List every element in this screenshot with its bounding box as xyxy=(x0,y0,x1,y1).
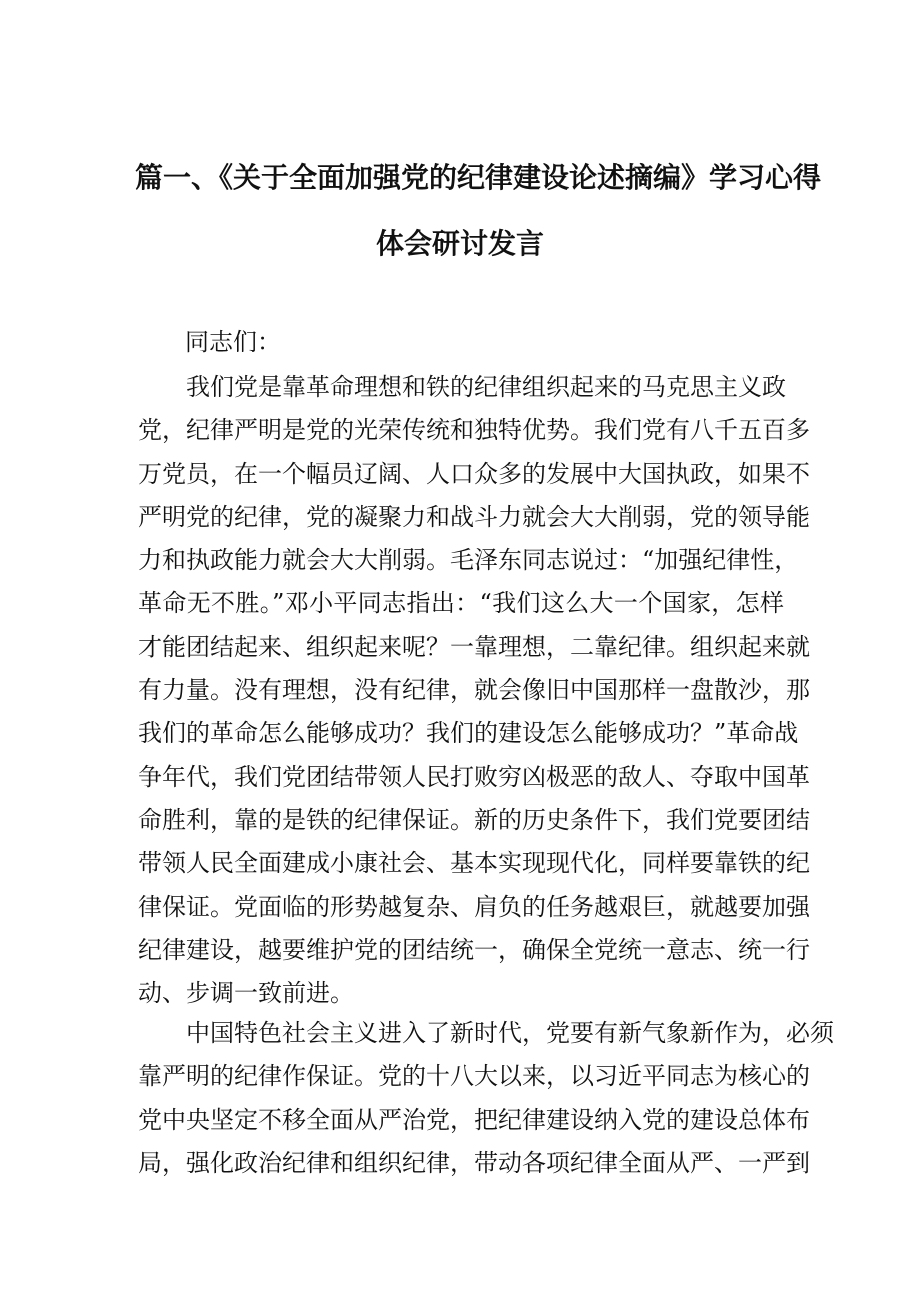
paragraph-line: 律保证。党面临的形势越复杂、肩负的任务越艰巨，就越要加强 xyxy=(138,892,810,921)
paragraph-1 xyxy=(138,366,810,1015)
paragraph-line: 革命无不胜。”邓小平同志指出：“我们这么大一个国家，怎样 xyxy=(138,589,784,618)
paragraph-line: 才能团结起来、组织起来呢？一靠理想，二靠纪律。组织起来就 xyxy=(138,632,810,661)
paragraph-line: 动、步调一致前进。 xyxy=(138,979,354,1008)
document-title-line-1: 篇一、《关于全面加强党的纪律建设论述摘编》学习心得 xyxy=(135,161,822,194)
paragraph-2 xyxy=(138,1012,834,1185)
paragraph-line: 我们的革命怎么能够成功？我们的建设怎么能够成功？”革命战 xyxy=(138,719,799,748)
paragraph-line: 带领人民全面建成小康社会、基本实现现代化，同样要靠铁的纪 xyxy=(138,849,810,878)
paragraph-line: 党中央坚定不移全面从严治党，把纪律建设纳入党的建设总体布 xyxy=(138,1105,810,1134)
salutation: 同志们： xyxy=(185,328,281,356)
paragraph-line: 有力量。没有理想，没有纪律，就会像旧中国那样一盘散沙，那 xyxy=(138,676,810,705)
document-title-line-2: 体会研讨发言 xyxy=(375,227,544,260)
paragraph-line: 严明党的纪律，党的凝聚力和战斗力就会大大削弱，党的领导能 xyxy=(138,502,810,531)
paragraph-line: 中国特色社会主义进入了新时代，党要有新气象新作为，必须 xyxy=(186,1019,834,1047)
paragraph-line: 靠严明的纪律作保证。党的十八大以来，以习近平同志为核心的 xyxy=(138,1062,810,1091)
paragraph-line: 命胜利，靠的是铁的纪律保证。新的历史条件下，我们党要团结 xyxy=(138,805,810,834)
paragraph-line: 我们党是靠革命理想和铁的纪律组织起来的马克思主义政 xyxy=(186,373,786,401)
paragraph-line: 党，纪律严明是党的光荣传统和独特优势。我们党有八千五百多 xyxy=(138,416,810,445)
paragraph-line: 万党员，在一个幅员辽阔、人口众多的发展中大国执政，如果不 xyxy=(138,459,810,488)
paragraph-line: 纪律建设，越要维护党的团结统一，确保全党统一意志、统一行 xyxy=(138,935,810,964)
paragraph-line: 局，强化政治纪律和组织纪律，带动各项纪律全面从严、一严到 xyxy=(138,1148,810,1177)
paragraph-line: 争年代，我们党团结带领人民打败穷凶极恶的敌人、夺取中国革 xyxy=(138,762,810,791)
paragraph-line: 力和执政能力就会大大削弱。毛泽东同志说过：“加强纪律性， xyxy=(138,546,799,575)
